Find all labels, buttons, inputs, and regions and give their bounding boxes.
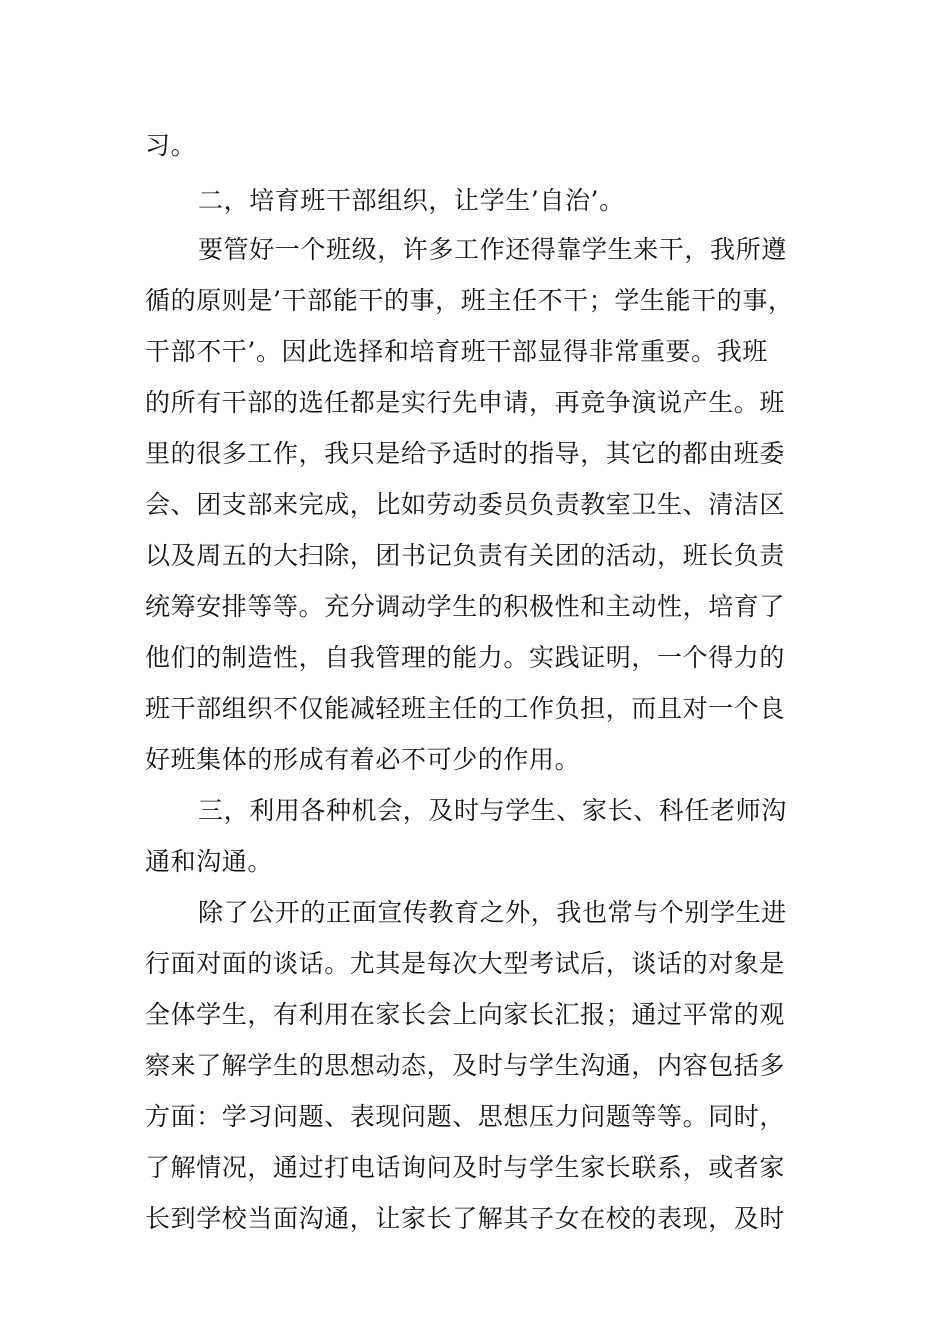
text-line: 察来了解学生的思想动态，及时与学生沟通，内容包括多 [145, 1051, 786, 1080]
text-line: 要管好一个班级，许多工作还得靠学生来干，我所遵 [198, 235, 787, 264]
text-line: 的所有干部的选任都是实行先申请，再竞争演说产生。班 [145, 388, 786, 417]
text-line: 循的原则是’干部能干的事，班主任不干；学生能干的事， [145, 286, 794, 315]
text-line: 好班集体的形成有着必不可少的作用。 [145, 745, 581, 774]
text-line: 统筹安排等等。充分调动学生的积极性和主动性，培育了 [145, 592, 786, 621]
text-line: 方面：学习问题、表现问题、思想压力问题等等。同时， [145, 1102, 786, 1131]
text-line: 长到学校当面沟通，让家长了解其子女在校的表现，及时 [145, 1204, 786, 1233]
text-line: 通和沟通。 [145, 847, 274, 876]
text-line: 会、团支部来完成，比如劳动委员负责教室卫生、清洁区 [145, 490, 786, 519]
section-heading: 二，培育班干部组织，让学生’自治’。 [198, 186, 625, 215]
text-line: 以及周五的大扫除，团书记负责有关团的活动，班长负责 [145, 541, 786, 570]
text-line: 他们的制造性，自我管理的能力。实践证明，一个得力的 [145, 643, 786, 672]
text-line: 了解情况，通过打电话询问及时与学生家长联系，或者家 [145, 1153, 786, 1182]
text-line: 除了公开的正面宣传教育之外，我也常与个别学生进 [198, 898, 787, 927]
text-line: 习。 [145, 131, 197, 160]
text-line: 全体学生，有利用在家长会上向家长汇报；通过平常的观 [145, 1000, 786, 1029]
text-line: 行面对面的谈话。尤其是每次大型考试后，谈话的对象是 [145, 949, 786, 978]
text-line: 干部不干’。因此选择和培育班干部显得非常重要。我班 [145, 337, 768, 366]
text-line: 班干部组织不仅能减轻班主任的工作负担，而且对一个良 [145, 694, 786, 723]
section-heading: 三，利用各种机会，及时与学生、家长、科任老师沟 [198, 796, 787, 825]
text-line: 里的很多工作，我只是给予适时的指导，其它的都由班委 [145, 439, 786, 468]
